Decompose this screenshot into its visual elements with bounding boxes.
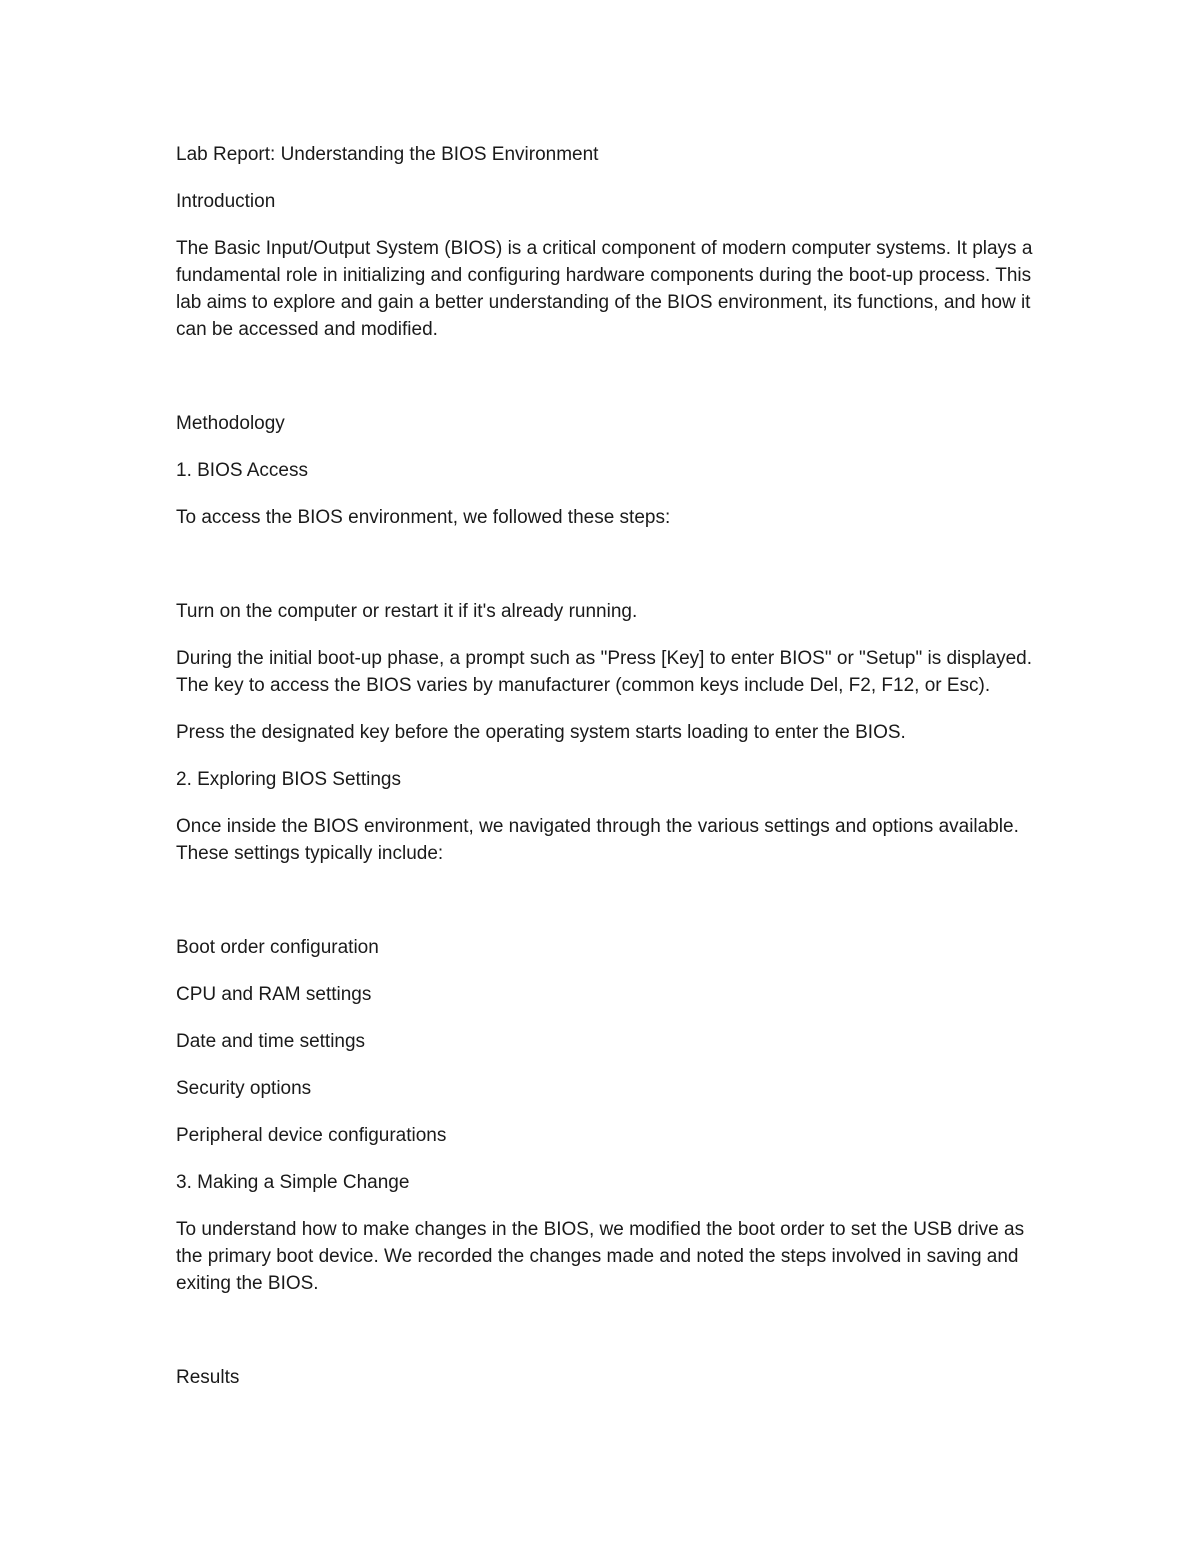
document-title: Lab Report: Understanding the BIOS Environment	[176, 144, 599, 165]
spacer	[176, 1317, 1036, 1364]
section1-lead: To access the BIOS environment, we followed these steps:	[176, 507, 671, 528]
intro-heading: Introduction	[176, 191, 276, 212]
section1-step: During the initial boot-up phase, a prompt such as "Press [Key] to enter BIOS" or "Setup" is displayed. The key to access the BIOS varies by manufacturer (common keys include Del, F2, F12, or Esc).	[176, 648, 1033, 696]
intro-paragraph: The Basic Input/Output System (BIOS) is a critical component of modern computer systems. It plays a fundamental role in initializing and configuring hardware components during the boot-up process. This lab aims to explore and gain a better understanding of the BIOS environment, its functions, and how it can be accessed and modified.	[176, 238, 1033, 340]
section1-step: Press the designated key before the operating system starts loading to enter the BIOS.	[176, 722, 906, 743]
section2-item: Boot order configuration	[176, 937, 379, 958]
section2-item: Security options	[176, 1078, 312, 1099]
document-body	[176, 141, 1036, 1411]
spacer	[176, 551, 1036, 598]
section3-heading: 3. Making a Simple Change	[176, 1172, 410, 1193]
section2-item: Peripheral device configurations	[176, 1125, 447, 1146]
section1-step: Turn on the computer or restart it if it's already running.	[176, 601, 638, 622]
section3-paragraph: To understand how to make changes in the BIOS, we modified the boot order to set the USB drive as the primary boot device. We recorded the changes made and noted the steps involved in saving and exiting the BIOS.	[176, 1219, 1025, 1294]
section2-item: Date and time settings	[176, 1031, 366, 1052]
section2-lead: Once inside the BIOS environment, we navigated through the various settings and options available. These settings typically include:	[176, 816, 1019, 864]
section1-heading: 1. BIOS Access	[176, 460, 308, 481]
spacer	[176, 363, 1036, 410]
section2-heading: 2. Exploring BIOS Settings	[176, 769, 401, 790]
methodology-heading: Methodology	[176, 413, 285, 434]
section2-item: CPU and RAM settings	[176, 984, 372, 1005]
results-heading: Results	[176, 1367, 240, 1388]
spacer	[176, 887, 1036, 934]
